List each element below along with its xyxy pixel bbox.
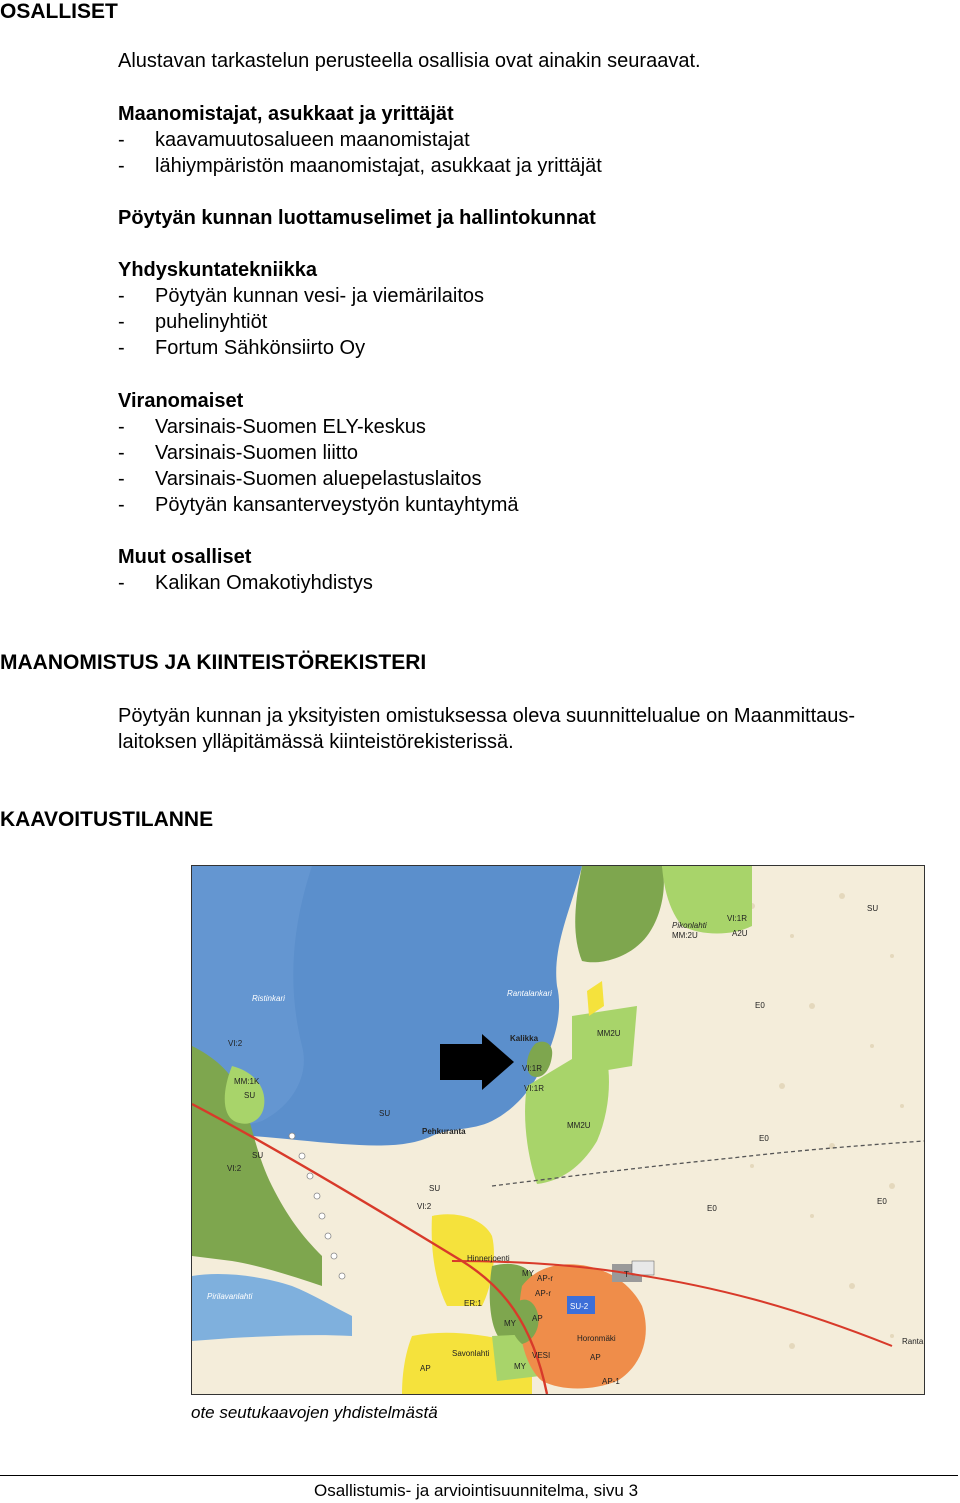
map-caption: ote seutukaavojen yhdistelmästä <box>191 1403 438 1422</box>
map-label-savonlahti: Savonlahti <box>452 1349 490 1358</box>
intro-text: Alustavan tarkastelun perusteella osallisia ovat ainakin seuraavat. <box>118 50 701 72</box>
group-title-maanomistajat: Maanomistajat, asukkaat ja yrittäjät <box>118 103 454 125</box>
list-item-text: Pöytyän kunnan vesi- ja viemärilaitos <box>155 285 485 307</box>
map-label-vi1r-c: VI:1R <box>524 1084 545 1093</box>
page-footer: Osallistumis- ja arviointisuunnitelma, sivu 3 <box>314 1481 639 1500</box>
map-label-mm1k: MM:1K <box>234 1077 260 1086</box>
map-label-my-a: MY <box>522 1269 534 1278</box>
map-label-eo-a: E0 <box>755 1001 765 1010</box>
map-label-mm2u-c: MM:2U <box>672 931 698 940</box>
dash: - <box>118 572 125 594</box>
list-item-text: lähiympäristön maanomistajat, asukkaat ja yrittäjät <box>155 155 602 177</box>
map-label-su2: SU-2 <box>570 1302 589 1311</box>
map-label-ap-b: AP <box>532 1314 543 1323</box>
dash: - <box>118 285 125 307</box>
map-label-pirilavanlahti: Pirilavanlahti <box>207 1292 253 1301</box>
group-title-luottamuselimet: Pöytyän kunnan luottamuselimet ja hallintokunnat <box>118 207 596 229</box>
list-item-text: Varsinais-Suomen ELY-keskus <box>155 416 426 438</box>
map-label-ap-a: AP <box>420 1364 431 1373</box>
map-label-t: T <box>624 1270 629 1279</box>
dash: - <box>118 337 125 359</box>
map-label-su-e: SU <box>429 1184 441 1193</box>
dash: - <box>118 311 125 333</box>
regional-plan-map <box>191 865 925 1395</box>
map-zone-er <box>632 1261 654 1275</box>
dash: - <box>118 494 125 516</box>
map-label-vi2-a: VI:2 <box>228 1039 243 1048</box>
list-item-text: Fortum Sähkönsiirto Oy <box>155 337 366 359</box>
dash: - <box>118 129 125 151</box>
map-label-mm2u-b: MM2U <box>567 1121 591 1130</box>
group-title-muut-osalliset: Muut osalliset <box>118 546 252 568</box>
map-label-my-c: MY <box>514 1362 526 1371</box>
map-label-su-c: SU <box>379 1109 391 1118</box>
map-label-vi1r-a: VI:1R <box>727 914 748 923</box>
map-label-vesi: VESI <box>532 1351 551 1360</box>
dash: - <box>118 155 125 177</box>
maanomistus-heading: MAANOMISTUS JA KIINTEISTÖREKISTERI <box>0 651 427 674</box>
maanomistus-text-line2: laitoksen ylläpitämässä kiinteistörekisterissä. <box>118 731 514 753</box>
footer-rule <box>0 1475 958 1476</box>
group-title-viranomaiset: Viranomaiset <box>118 390 244 412</box>
list-item-text: Kalikan Omakotiyhdistys <box>155 572 373 594</box>
map-label-kalikka: Kalikka <box>510 1034 539 1043</box>
list-item-text: puhelinyhtiöt <box>155 311 268 333</box>
list-item-text: Varsinais-Suomen liitto <box>155 442 359 464</box>
map-label-hinnerjoenti: Hinnerjoenti <box>467 1254 510 1263</box>
dash: - <box>118 468 125 490</box>
map-label-ranta: Ranta <box>902 1337 924 1346</box>
map-label-su-d: SU <box>252 1151 264 1160</box>
list-item-text: Varsinais-Suomen aluepelastuslaitos <box>155 468 482 490</box>
map-label-eo-c: E0 <box>707 1204 717 1213</box>
kaavoitus-heading: KAAVOITUSTILANNE <box>0 808 214 831</box>
map-label-ap-c: AP <box>590 1353 601 1362</box>
map-label-a2u: A2U <box>732 929 748 938</box>
list-item-text: Pöytyän kansanterveystyön kuntayhtymä <box>155 494 519 516</box>
map-label-my-b: MY <box>504 1319 516 1328</box>
map-label-pikonlahti: Pikonlahti <box>672 921 707 930</box>
map-label-vi2-c: VI:2 <box>417 1202 432 1211</box>
map-label-rantalankari: Rantalankari <box>507 989 552 998</box>
map-label-eo-b: E0 <box>759 1134 769 1143</box>
map-label-su-b: SU <box>244 1091 256 1100</box>
map-label-pehkuranta: Pehkuranta <box>422 1127 466 1136</box>
map-label-eo-d: E0 <box>877 1197 887 1206</box>
group-title-yhdyskuntatekniikka: Yhdyskuntatekniikka <box>118 259 317 281</box>
map-label-horonmaki: Horonmäki <box>577 1334 616 1343</box>
map-label-su-a: SU <box>867 904 879 913</box>
map-label-vi2-b: VI:2 <box>227 1164 242 1173</box>
map-label-mm2u-a: MM2U <box>597 1029 621 1038</box>
maanomistus-text-line1: Pöytyän kunnan ja yksityisten omistuksessa oleva suunnittelualue on Maanmittaus- <box>118 705 856 727</box>
map-label-apr-b: AP-r <box>535 1289 551 1298</box>
map-label-er1: ER:1 <box>464 1299 482 1308</box>
map-label-ap1: AP-1 <box>602 1377 620 1386</box>
dash: - <box>118 442 125 464</box>
dash: - <box>118 416 125 438</box>
osalliset-heading: OSALLISET <box>0 0 118 23</box>
map-label-ristinkari: Ristinkari <box>252 994 285 1003</box>
map-label-apr-a: AP-r <box>537 1274 553 1283</box>
list-item-text: kaavamuutosalueen maanomistajat <box>155 129 470 151</box>
map-label-vi1r-b: VI:1R <box>522 1064 543 1073</box>
